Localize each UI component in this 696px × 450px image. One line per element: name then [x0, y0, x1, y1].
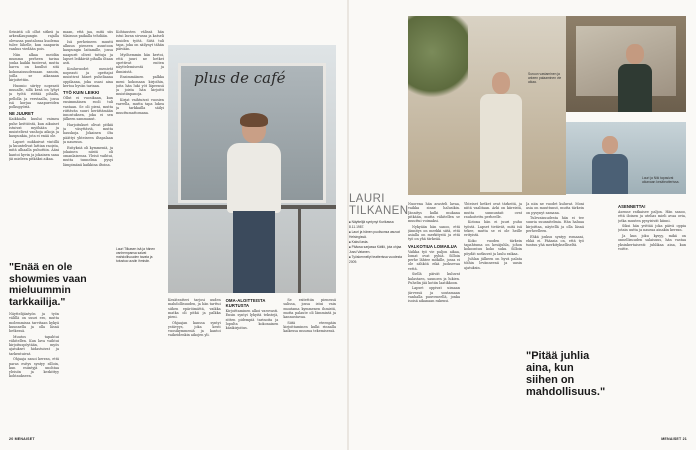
subheading: TYÖ KUIN LEIKKI [63, 90, 100, 96]
paragraph: Ehkä joskus syntyy romaani, ehkä ei. Pääasia on, että työ tuntuu yhä merkitykselliseltä. [526, 234, 584, 248]
column-6 [464, 202, 522, 432]
column-7 [618, 202, 686, 432]
person-figure [592, 136, 628, 194]
paragraph: Siellä päivät kuluvat kalastaen, saunoen ja lukien. Puhelin jää kotiin laatikkoon. [408, 272, 460, 285]
person-figure [223, 115, 285, 293]
paragraph: Yhteiset hetket ovat tärkeitä, ja niitä vaalitaan. Arki on kiireistä, mutta sunnuntait ovat rauhoitettu perheelle. [464, 202, 522, 219]
paragraph: Ja niin ne vuodet kuluvat. Moni asia on muuttunut, mutta tärkein on pysynyt samana. [526, 202, 584, 215]
paragraph: Siitä eteenpäin kirjoittaminen kulki rinnalla kaikessa muussa tekemisessä. [283, 320, 336, 334]
paragraph: Kirjat vaihtuivat vuosien varrella, mutta tapa lukea ja tarkkailla säilyi muuttumattomana. [116, 97, 164, 115]
column-1 [9, 30, 59, 258]
paragraph: Ohjaajan kanssa syntyi ystävyys, joka kesti vuosikymmeniä ja kantoi vaikeidenkin aikojen yli. [168, 320, 221, 338]
subheading: NE JUURET [9, 111, 34, 117]
window-lettering: plus de café [194, 69, 286, 87]
column-6b [526, 202, 584, 346]
person-figure [480, 72, 522, 192]
paragraph: Kouluvuodet menivät nopeasti ja opettajat muistivat hänet puheliaana oppilaana, joka osasi aina kertoa hyvän tarinan. [63, 66, 113, 88]
paragraph: Näyttelijäntyön ja työn välillä on suuri ero, mutta molemmissa tarvitaan kykyä kuunnella ja olla läsnä hetkessä. [9, 312, 59, 333]
subheading: OMA-ALOITTEISTA KURTUSTA [225, 298, 266, 308]
pull-quote-left: "Enää en ole showmies vaan mieluummin tarkkailija." [9, 261, 87, 308]
fact-item: ■ Pääosa sarjassa Kätilö, jota ohjaa Jussi Vatanen. [349, 245, 405, 254]
paragraph: Se esitettiin pienessä salissa, jossa istui vain muutama kymmenen ihmistä, mutta palaute oli lämmintä ja kannustavaa. [283, 298, 336, 319]
main-photo [168, 45, 336, 293]
paragraph: Ohjaaja sanoi kerran, että paras esitys syntyy silloin, kun esiintyjä unohtaa yleisön ja keskittyy kohtaukseen. [9, 357, 59, 379]
fact-item: ■ Lauri ja hänen puolisonsa asuvat Helsingissä. [349, 230, 405, 239]
paragraph: Koko vuoden tärkein tapahtuma on kesäjuhla, johon kokoontuu koko suku. Silloin pöydät notkuvat ja laulu raikaa. [464, 238, 522, 256]
paragraph: Isä perheineen muutti alkuun pieneen asuntoon kaupungin laitamille, jossa naapurit olivat tuttuja ja lapset leikkivät pihalla iltaan asti. [63, 39, 113, 66]
subheading: ASENNETTA! [618, 204, 646, 209]
column-3 [116, 30, 164, 244]
fact-item: ■ Kaksi lasta. [349, 240, 405, 245]
paragraph: Kohtausten välissä hän istui lavan sivussa ja katseli muiden työtä. Siitä tuli tapa, joka on säilynyt tähän päivään. [116, 30, 164, 51]
paragraph: Harjoitukset olivat pitkiä ja väsyttäviä, mutta hauskoja. Jokainen ilta päättyi yhteiseen iltapalaan ja nauruun. [63, 122, 113, 144]
paragraph: Kirjoittaminen alkoi varovasti. Ensin syntyi lyhyitä tekstejä, sitten pidempiä tarinoita ja lopulta kokonainen käsikirjoitus. [225, 309, 279, 330]
paragraph: Asenne ratkaisee paljon. Hän sanoo, että iloinen ja utelias mieli avaa ovia, jotka muuten pysyisivät kiinni. [618, 210, 686, 223]
paragraph: Juhlan jälkeen on hyvä palata töihin levänneenä ja uusin ajatuksin. [464, 257, 522, 270]
subheading: VALKOTIUA LOMAILUA [408, 243, 458, 249]
column-5 [408, 202, 460, 432]
paragraph: Myöhemmin hän kertoi, että juuri ne hetket opettivat eniten näyttelemisestä ja ihmisistä. [116, 52, 164, 74]
fact-item: ■ Työskennellyt teatterissa vuodesta 2009. [349, 255, 405, 264]
paragraph: Seinistä oli ollut sitkeä ja arkeaKaupungin rajalla olevassa puutalossa kuolema tulee lähelle, kun naapurin vanhus viedään pois. [9, 30, 59, 51]
name-sidebar [349, 193, 409, 265]
person-figure [618, 44, 652, 112]
paragraph: Lapset nukkuivat vintillä ja kuuntelivat lattian raoista, mitä alhaalla puhuttiin. Ääni kantoi hyvin ja jokainen sana jäi mieleen pitkäksi aikaa. [9, 139, 59, 161]
name-title: LAURI TILKANEN [349, 193, 409, 217]
paragraph: Esityksiä oli kymmeniä, ja jokainen niistä oli omanlaisensa. Yleisö vaihtui, mutta tunnelma pysyi lämpimänä kaikkina iltoina. [63, 145, 113, 167]
paragraph: Nuorena hän arasteli lavaa, vaikka sinne halusikin. Jännitys kulki mukana pitkään, mutta vähitellen se muuttui voimaksi. [408, 202, 460, 223]
paragraph: Kaikkialla kuului vaimea puhe keittiöstä, kun aikuiset istuivat myöhään ja muistelivat vanhoja aikoja ja kaupunkia, jota ei enää ole. [9, 117, 59, 139]
page-footer-left: 20 MENAISET [9, 437, 35, 441]
paragraph: Siksi hän yrittää joka päivä oppia jotain uutta ja nauraa ainakin kerran. [618, 224, 686, 233]
paragraph: Tulevaisuudesta hän ei tee suuria suunnitelmia. Hän haluaa kirjoittaa, näytellä ja olla läsnä perheelleen. [526, 216, 584, 233]
page-footer-right: MENAISET 21 [661, 437, 687, 441]
paragraph: Muutos tapahtui vähitellen. Kun lava vaihtui kirjoituspöytään, myös ajatukset hidastuivat ja tarkentuivat. [9, 334, 59, 356]
paragraph: Nykyään hän sanoo, että jännitys on merkki siitä, että asialla on merkitystä ja että työ on yhä tärkeää. [408, 224, 460, 242]
column-4 [168, 298, 336, 432]
column-1b [9, 312, 59, 432]
paragraph: maan, että jaa, mitä siis tilaisuus paikalla tehdään. [63, 30, 113, 39]
paragraph: Ja kun joku kysyy, mikä on onnellisuuden salaisuus, hän vastaa yksinkertaisesti: juhlikaa aina, kun voitte. [618, 234, 686, 251]
facts-list [349, 220, 405, 264]
paragraph: Huomio siirtyy nopeasti muualle, sillä kesä on lyhyt ja työtä riittää pihalla, pellolla ja verstaalla, jossa isä korjaa naapureiden polkupyöriä. [9, 83, 59, 110]
paragraph: Kotona hän ei juuri puhu työstä. Lapset tietävät, mitä isä tekee, mutta se ei ole heille erityistä. [464, 220, 522, 238]
pull-quote-right: "Pitää juhlia aina, kun siihen on mahdollisuus." [526, 350, 606, 398]
paragraph: Niin alkaa meidän mummu perheen tarina jonka kaikki tuntevat, mutta harva on kuullut sitä kokonaisuudessaan sanoin, joilla se aikanaan kirjoitettiin. [9, 52, 59, 83]
paragraph: Ollut ei vuosikaan, kun ensimmäinen rooli tuli vastaan. Se oli pieni, mutta riittävän suuri herättämään innostuksen, joka ei sen jälkeen sammunut. [63, 96, 113, 122]
photo-caption-main: Lauri Tilkasen isä ja hänen vanhempansa saivat mahdollisuuden tavata ja tutustua uusiin ihmisiin. [116, 247, 156, 264]
photo-caption-r2: Suruun vastaminen ja arkeen palaaminen vie aikaa. [528, 72, 562, 85]
paragraph: Kesäteatteri tarjosi uuden mahdollisuuden, ja hän tarttui siihen epäröimättä, vaikka matka oli pitkä ja palkka pieni. [168, 298, 221, 319]
photo-portrait [566, 16, 686, 112]
column-2 [63, 30, 113, 432]
photo-caption-r3: Lauri ja Niki tapasivat aikanaan kesäteatterissa. [642, 176, 680, 185]
paragraph: Vaikka työ vie paljon aikaa, lomat ovat pyhiä. Silloin perhe lähtee mökille, jossa ei ole sähköä eikä juoksevaa vettä. [408, 249, 460, 271]
paragraph: Lapset oppivat uimaan järvessä ja soutamaan vanhalla puuveneellä, jonka isoisä aikanaan rakensi. [408, 286, 460, 304]
fact-item: ■ Näyttelijä syntynyt Kurikassa 8.11.1987. [349, 220, 405, 229]
photo-couple [408, 16, 566, 195]
paragraph: Ensimmäinen palkka meni kokonaan kirjoihin, joita hän luki yöt läpeensä ja joista hän kirjoitti muistiinpanoja. [116, 75, 164, 97]
